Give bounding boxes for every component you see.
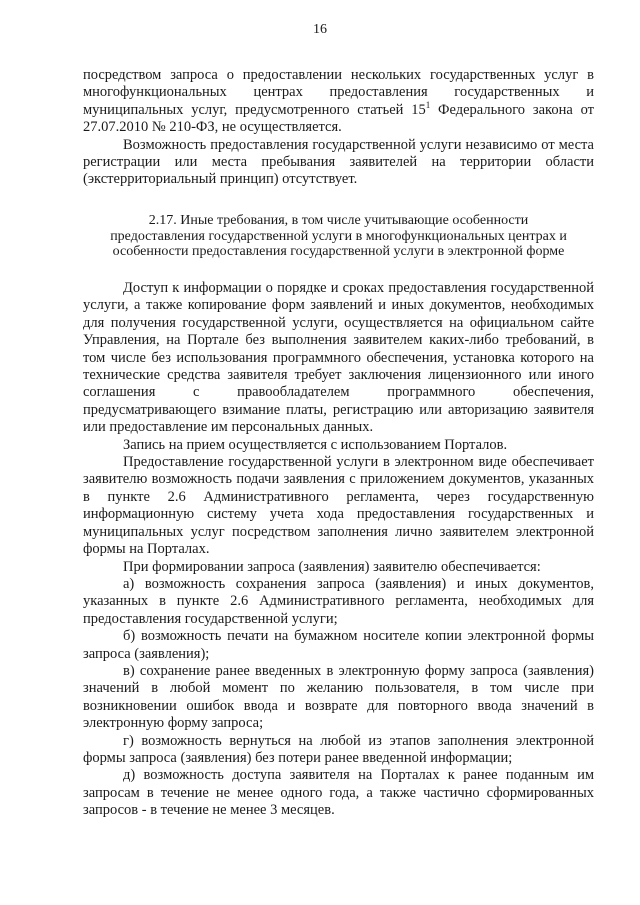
paragraph-continuation-tail: Федерального закона от 27.07.2010 № 210-ФЗ, не осуществляется. xyxy=(83,101,594,136)
list-item-d: д) возможность доступа заявителя на Порталах к ранее поданным им запросам в течение не менее одного года, а также частично сформированных запросов - в течение не менее 3 месяцев. xyxy=(83,767,594,819)
section-heading xyxy=(83,213,594,260)
paragraph-request-formation: При формировании запроса (заявления) заявителю обеспечивается: xyxy=(123,558,541,575)
article-superscript: 1 xyxy=(425,99,431,110)
paragraph-continuation xyxy=(83,67,594,137)
top-text-block xyxy=(83,67,594,189)
section-heading-line: особенности предоставления государственной услуги в электронной форме xyxy=(112,244,565,260)
main-text-block xyxy=(83,280,594,820)
list-item-b: б) возможность печати на бумажном носителе копии электронной формы запроса (заявления); xyxy=(83,628,594,662)
paragraph-appointment: Запись на прием осуществляется с использованием Порталов. xyxy=(123,436,508,453)
paragraph-access-info: Доступ к информации о порядке и сроках предоставления государственной услуги, а также копирование форм заявлений и иных документов, необходимых для получения государственной услуги, осуществляется на официальном сайте Управления, на Портале без выполнения заявителем каких-либо требований, в том числе без использования программного обеспечения, установка которого на технические средства заявителя требует заключения лицензионного или иного соглашения с правообладателем программного обеспечения, предусматривающего взимание платы, регистрацию или авторизацию заявителя или предоставление им персональных данных. xyxy=(83,280,594,436)
list-item-a: а) возможность сохранения запроса (заявления) и иных документов, указанных в пункте 2.6 Административного регламента, необходимых для предоставления государственной услуги; xyxy=(83,575,594,627)
paragraph-continuation-text: посредством запроса о предоставлении нескольких государственных услуг в многофункциональных центрах предоставления государственных и муниципальных услуг, предусмотренного статьей 15 xyxy=(83,67,594,118)
list-item-g: г) возможность вернуться на любой из этапов заполнения электронной формы запроса (заявления) без потери ранее введенной информации; xyxy=(83,732,594,766)
section-heading-line: 2.17. Иные требования, в том числе учитывающие особенности xyxy=(148,213,529,228)
paragraph-extraterritorial: Возможность предоставления государственной услуги независимо от места регистрации или места пребывания заявителей на территории области (экстерриториальный принцип) отсутствует. xyxy=(83,136,594,188)
list-item-v: в) сохранение ранее введенных в электронную форму запроса (заявления) значений в любой момент по желанию пользователя, в том числе при возникновении ошибок ввода и возврате для повторного ввода значений в электронную форму запроса; xyxy=(83,662,594,732)
page-number: 16 xyxy=(313,22,327,37)
section-heading-line: предоставления государственной услуги в многофункциональных центрах и xyxy=(110,228,567,244)
paragraph-electronic-service: Предоставление государственной услуги в электронном виде обеспечивает заявителю возможность подачи заявления с приложением документов, указанных в пункте 2.6 Административного регламента, через государственную информационную систему учета хода предоставления государственных и муниципальных услуг посредством заполнения лично заявителем электронной формы на Порталах. xyxy=(83,454,594,558)
